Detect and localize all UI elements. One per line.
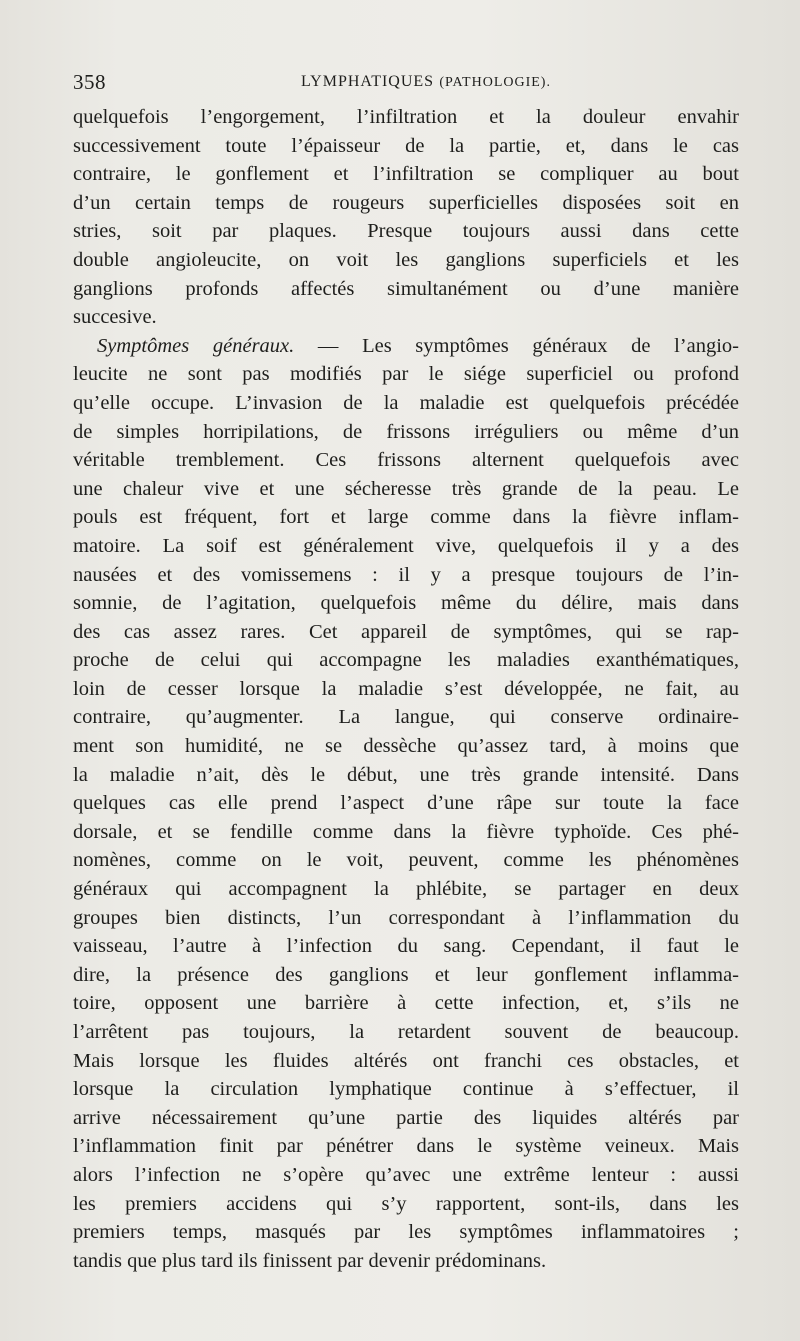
text-line: successivement toute l’épaisseur de la partie, et, dans le cas	[73, 134, 739, 157]
text-line: succesive.	[73, 306, 157, 329]
text-line: arrive nécessairement qu’une partie des liquides altérés par	[73, 1106, 739, 1129]
text-line: vaisseau, l’autre à l’infection du sang. Cependant, il faut le	[73, 935, 739, 958]
text-line: matoire. La soif est généralement vive, quelquefois il y a des	[73, 534, 739, 557]
section-first-line	[73, 332, 739, 361]
text-line: alors l’infection ne s’opère qu’avec une extrême lenteur : aussi	[73, 1163, 739, 1186]
text-line: premiers temps, masqués par les symptômes inflammatoires ;	[73, 1221, 739, 1244]
text-line: Mais lorsque les fluides altérés ont franchi ces obstacles, et	[73, 1049, 739, 1072]
text-line: généraux qui accompagnent la phlébite, se partager en deux	[73, 878, 739, 901]
section-first-line-text: — Les symptômes généraux de l’angio-	[294, 334, 739, 357]
text-line: dire, la présence des ganglions et leur gonflement inflamma-	[73, 963, 739, 986]
text-line: quelques cas elle prend l’aspect d’une râpe sur toute la face	[73, 792, 739, 815]
text-line: toire, opposent une barrière à cette infection, et, s’ils ne	[73, 992, 739, 1015]
body-text	[73, 103, 739, 1275]
text-line: l’arrêtent pas toujours, la retardent souvent de beaucoup.	[73, 1021, 739, 1043]
text-line: ganglions profonds affectés simultanément ou d’une manière	[73, 277, 739, 300]
text-line: véritable tremblement. Ces frissons alternent quelquefois avec	[73, 449, 739, 472]
text-line: double angioleucite, on voit les ganglions superficiels et les	[73, 248, 739, 271]
text-line: d’un certain temps de rougeurs superficielles disposées soit en	[73, 191, 739, 214]
text-line: les premiers accidens qui s’y rapportent, sont-ils, dans les	[73, 1192, 739, 1215]
text-line: qu’elle occupe. L’invasion de la maladie est quelquefois précédée	[73, 391, 739, 414]
text-line: contraire, qu’augmenter. La langue, qui conserve ordinaire-	[73, 706, 739, 729]
text-line: loin de cesser lorsque la maladie s’est développée, ne fait, au	[73, 677, 739, 700]
text-line: contraire, le gonflement et l’infiltration se compliquer au bout	[73, 163, 739, 186]
page-header	[73, 70, 739, 100]
text-line: leucite ne sont pas modifiés par le siége superficiel ou profond	[73, 363, 739, 386]
text-line: des cas assez rares. Cet appareil de symptômes, qui se rap-	[73, 620, 739, 643]
text-line: quelquefois l’engorgement, l’infiltration et la douleur envahir	[73, 106, 739, 128]
text-line: proche de celui qui accompagne les maladies exanthématiques,	[73, 649, 739, 672]
page-number: 358	[73, 70, 106, 94]
text-line: stries, soit par plaques. Presque toujours aussi dans cette	[73, 220, 739, 243]
text-line: dorsale, et se fendille comme dans la fièvre typhoïde. Ces phé-	[73, 820, 739, 843]
running-head	[73, 71, 739, 91]
text-line: pouls est fréquent, fort et large comme dans la fièvre inflam-	[73, 506, 739, 529]
text-line: lorsque la circulation lymphatique continue à s’effectuer, il	[73, 1078, 739, 1101]
text-line: de simples horripilations, de frissons irréguliers ou même d’un	[73, 420, 739, 443]
text-line: ment son humidité, ne se dessèche qu’assez tard, à moins que	[73, 735, 739, 758]
text-line: tandis que plus tard ils finissent par devenir prédominans.	[73, 1249, 547, 1272]
text-line: une chaleur vive et une sécheresse très grande de la peau. Le	[73, 477, 739, 500]
running-head-subtitle: (PATHOLOGIE).	[439, 75, 551, 90]
text-line: groupes bien distincts, l’un correspondant à l’inflammation du	[73, 906, 739, 929]
running-head-title: LYMPHATIQUES	[301, 73, 435, 90]
text-line: l’inflammation finit par pénétrer dans le système veineux. Mais	[73, 1135, 739, 1158]
section-heading: Symptômes généraux.	[97, 334, 295, 357]
text-line: la maladie n’ait, dès le début, une très grande intensité. Dans	[73, 763, 739, 786]
text-line: somnie, de l’agitation, quelquefois même du délire, mais dans	[73, 592, 739, 615]
text-line: nomènes, comme on le voit, peuvent, comme les phénomènes	[73, 849, 739, 872]
text-line: nausées et des vomissemens : il y a presque toujours de l’in-	[73, 563, 739, 586]
